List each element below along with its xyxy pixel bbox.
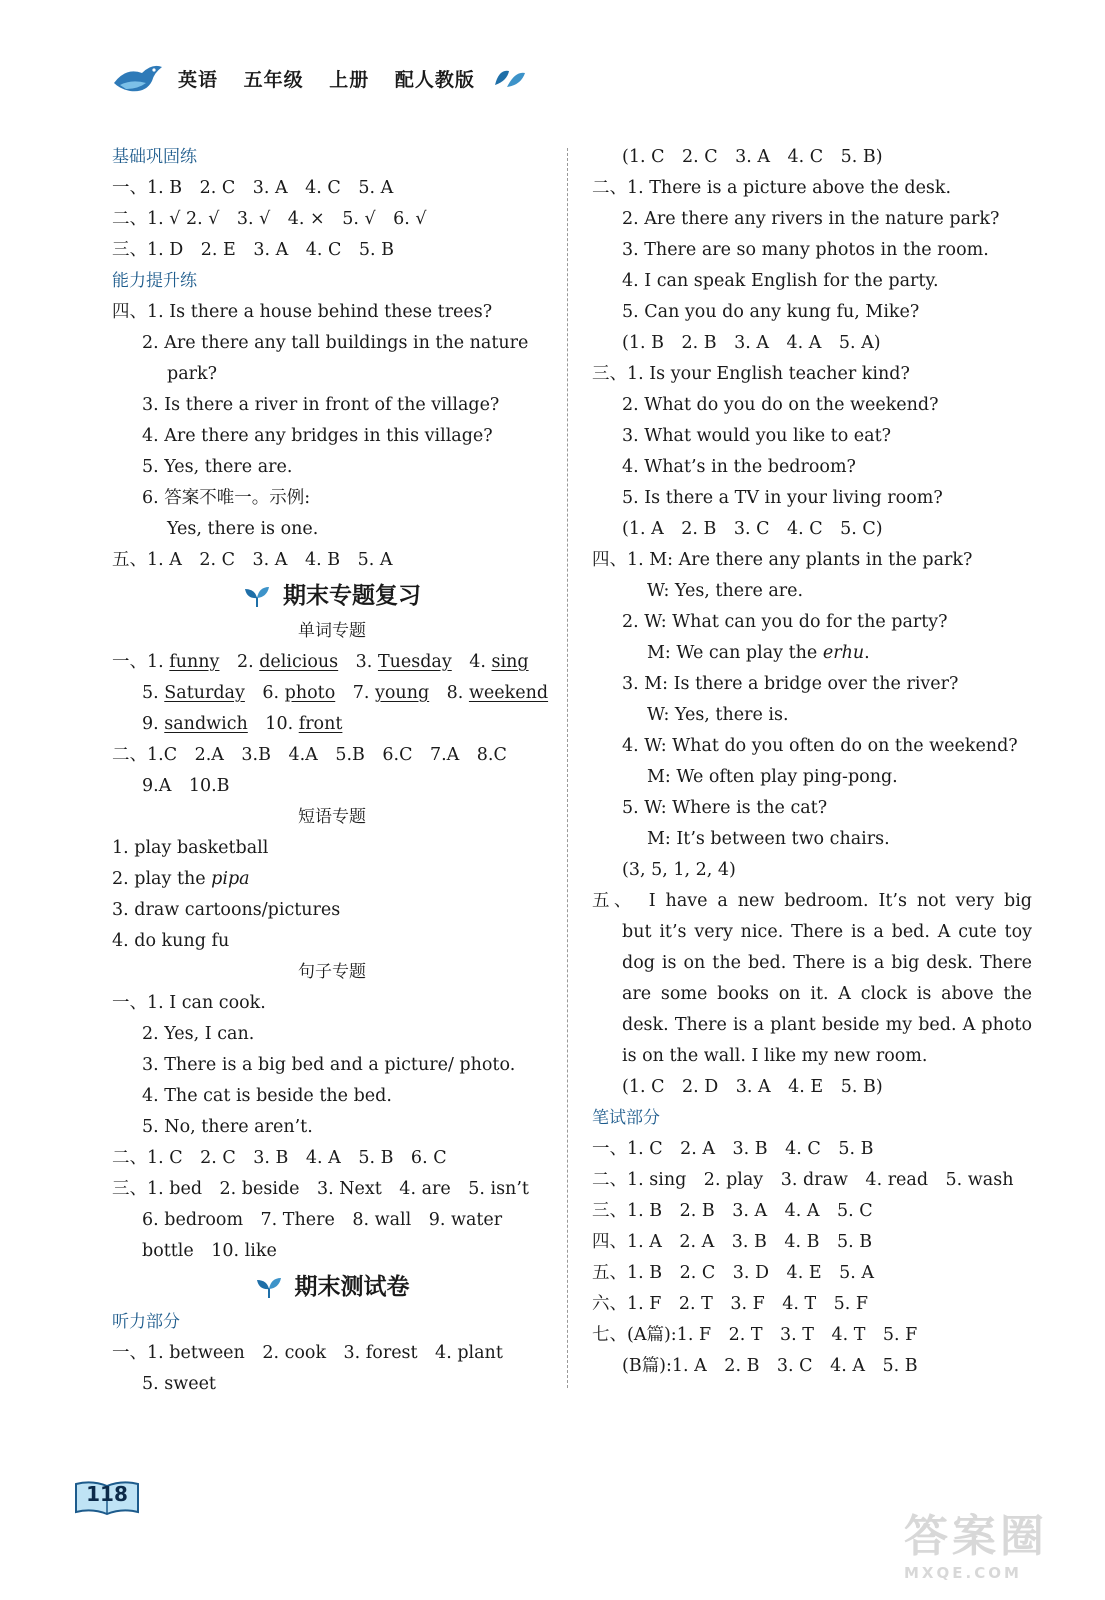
section-label-advanced: 能力提升练 — [112, 271, 197, 291]
answer-line: (1. A 2. B 3. C 4. C 5. C) — [622, 519, 883, 539]
review-section-title — [112, 576, 552, 616]
answer-line: 七、(A篇):1. F 2. T 3. T 4. T 5. F — [592, 1325, 918, 1345]
answer-line: 3. There are so many photos in the room. — [622, 240, 989, 260]
bird-logo-icon — [112, 59, 164, 97]
answer-line: 4. I can speak English for the party. — [622, 271, 939, 291]
header-edition: 配人教版 — [394, 68, 475, 91]
answer-line: 一、1. funny 2. delicious 3. Tuesday 4. sing — [112, 652, 529, 672]
answer-line: 三、1. B 2. B 3. A 4. A 5. C — [592, 1201, 873, 1221]
answer-line: Yes, there is one. — [167, 519, 319, 539]
answer-line: 6. 答案不唯一。示例: — [142, 488, 311, 508]
answer-line: 三、1. D 2. E 3. A 4. C 5. B — [112, 240, 394, 260]
answer-line: 5. Can you do any kung fu, Mike? — [622, 302, 920, 322]
answer-line: 4. The cat is beside the bed. — [142, 1086, 392, 1106]
answer-line: 二、1. √ 2. √ 3. √ 4. × 5. √ 6. √ — [112, 209, 427, 229]
listening-section-label: 听力部分 — [112, 1312, 180, 1332]
answer-line: 二、1.C 2.A 3.B 4.A 5.B 6.C 7.A 8.C — [112, 745, 507, 765]
answer-line: M: We can play the erhu. — [647, 643, 870, 663]
phrase-topic-title: 短语专题 — [298, 807, 366, 827]
answer-line: 2. Yes, I can. — [142, 1024, 255, 1044]
answer-line: 一、1. between 2. cook 3. forest 4. plant — [112, 1343, 503, 1363]
sprout-icon — [255, 1276, 283, 1300]
answer-line: (3, 5, 1, 2, 4) — [622, 860, 736, 880]
answer-line: W: Yes, there are. — [647, 581, 804, 601]
answer-line: 三、1. bed 2. beside 3. Next 4. are 5. isn’t — [112, 1179, 529, 1199]
review-title-text: 期末专题复习 — [283, 583, 421, 609]
header-volume: 上册 — [329, 68, 370, 91]
answer-line: 五、1. B 2. C 3. D 4. E 5. A — [592, 1263, 874, 1283]
answer-line: park? — [167, 364, 217, 384]
answer-line: 一、1. C 2. A 3. B 4. C 5. B — [592, 1139, 874, 1159]
answer-line: 六、1. F 2. T 3. F 4. T 5. F — [592, 1294, 869, 1314]
answer-line: 2. Are there any rivers in the nature park? — [622, 209, 1000, 229]
answer-line: 二、1. sing 2. play 3. draw 4. read 5. wash — [592, 1170, 1014, 1190]
answer-line: 四、1. M: Are there any plants in the park? — [592, 550, 973, 570]
passage-line: 五、 I have a new bedroom. It’s not very big — [592, 891, 1032, 911]
answer-line: 4. Are there any bridges in this village? — [142, 426, 493, 446]
watermark — [904, 1500, 1048, 1582]
answer-line: 2. W: What can you do for the party? — [622, 612, 948, 632]
column-divider — [567, 148, 568, 1388]
answer-line: 四、1. Is there a house behind these trees? — [112, 302, 493, 322]
answer-line: 2. play the pipa — [112, 869, 250, 889]
answer-line: 1. play basketball — [112, 838, 269, 858]
answer-line: M: We often play ping-pong. — [647, 767, 898, 787]
answer-line: 2. Are there any tall buildings in the nature — [142, 333, 529, 353]
watermark-brand: 答案圈 — [904, 1511, 1048, 1562]
leaf-decoration-icon — [493, 67, 527, 89]
page-number: 118 — [86, 1482, 128, 1506]
left-column — [112, 142, 552, 1400]
passage-line: is on the wall. I like my new room. — [622, 1046, 928, 1066]
section-label-basic: 基础巩固练 — [112, 147, 197, 167]
answer-line: 2. What do you do on the weekend? — [622, 395, 939, 415]
answer-line: 5. sweet — [142, 1374, 216, 1394]
passage-line: but it’s very nice. There is a bed. A cute toy — [622, 922, 1032, 942]
answer-line: 3. Is there a river in front of the village? — [142, 395, 500, 415]
answer-line: 3. There is a big bed and a picture/ photo. — [142, 1055, 516, 1075]
word-topic-title: 单词专题 — [298, 621, 366, 641]
answer-line: 5. Yes, there are. — [142, 457, 293, 477]
header-grade: 五年级 — [243, 68, 304, 91]
answer-line: 4. What’s in the bedroom? — [622, 457, 856, 477]
answer-line: 9.A 10.B — [142, 776, 230, 796]
answer-line: 3. What would you like to eat? — [622, 426, 892, 446]
answer-line: 5. Is there a TV in your living room? — [622, 488, 943, 508]
answer-line: 3. draw cartoons/pictures — [112, 900, 341, 920]
answer-line: W: Yes, there is. — [647, 705, 789, 725]
passage-line: are some books on it. A clock is above the — [622, 984, 1032, 1004]
passage-line: dog is on the bed. There is a big desk. There — [622, 953, 1032, 973]
answer-line: 二、1. There is a picture above the desk. — [592, 178, 952, 198]
answer-line: 四、1. A 2. A 3. B 4. B 5. B — [592, 1232, 873, 1252]
answer-line: 5. No, there aren’t. — [142, 1117, 313, 1137]
passage-line: desk. There is a plant beside my bed. A photo — [622, 1015, 1032, 1035]
answer-line: 一、1. I can cook. — [112, 993, 266, 1013]
answer-line: 4. do kung fu — [112, 931, 230, 951]
right-column — [592, 142, 1032, 1382]
answer-line: 5. W: Where is the cat? — [622, 798, 828, 818]
answer-line: 5. Saturday 6. photo 7. young 8. weekend — [142, 683, 549, 703]
page-header — [112, 56, 527, 100]
answer-line: (1. C 2. C 3. A 4. C 5. B) — [622, 147, 883, 167]
answer-line: 二、1. C 2. C 3. B 4. A 5. B 6. C — [112, 1148, 447, 1168]
final-test-title-text: 期末测试卷 — [294, 1274, 410, 1300]
answer-line: 五、1. A 2. C 3. A 4. B 5. A — [112, 550, 393, 570]
answer-line: (1. B 2. B 3. A 4. A 5. A) — [622, 333, 881, 353]
answer-line: (B篇):1. A 2. B 3. C 4. A 5. B — [622, 1356, 918, 1376]
sprout-icon — [243, 585, 271, 609]
answer-line: M: It’s between two chairs. — [647, 829, 890, 849]
answer-line: 4. W: What do you often do on the weekend? — [622, 736, 1018, 756]
written-section-label: 笔试部分 — [592, 1108, 660, 1128]
watermark-url: MXQE.COM — [904, 1564, 1022, 1582]
answer-line: 6. bedroom 7. There 8. wall 9. water — [142, 1210, 503, 1230]
answer-line: 3. M: Is there a bridge over the river? — [622, 674, 959, 694]
answer-line: (1. C 2. D 3. A 4. E 5. B) — [622, 1077, 883, 1097]
sentence-topic-title: 句子专题 — [298, 962, 366, 982]
answer-line: 一、1. B 2. C 3. A 4. C 5. A — [112, 178, 394, 198]
answer-line: 三、1. Is your English teacher kind? — [592, 364, 910, 384]
answer-line: bottle 10. like — [142, 1241, 277, 1261]
answer-line: 9. sandwich 10. front — [142, 714, 343, 734]
page-number-badge — [74, 1478, 140, 1518]
header-subject: 英语 — [178, 68, 219, 91]
final-test-title — [112, 1267, 552, 1307]
